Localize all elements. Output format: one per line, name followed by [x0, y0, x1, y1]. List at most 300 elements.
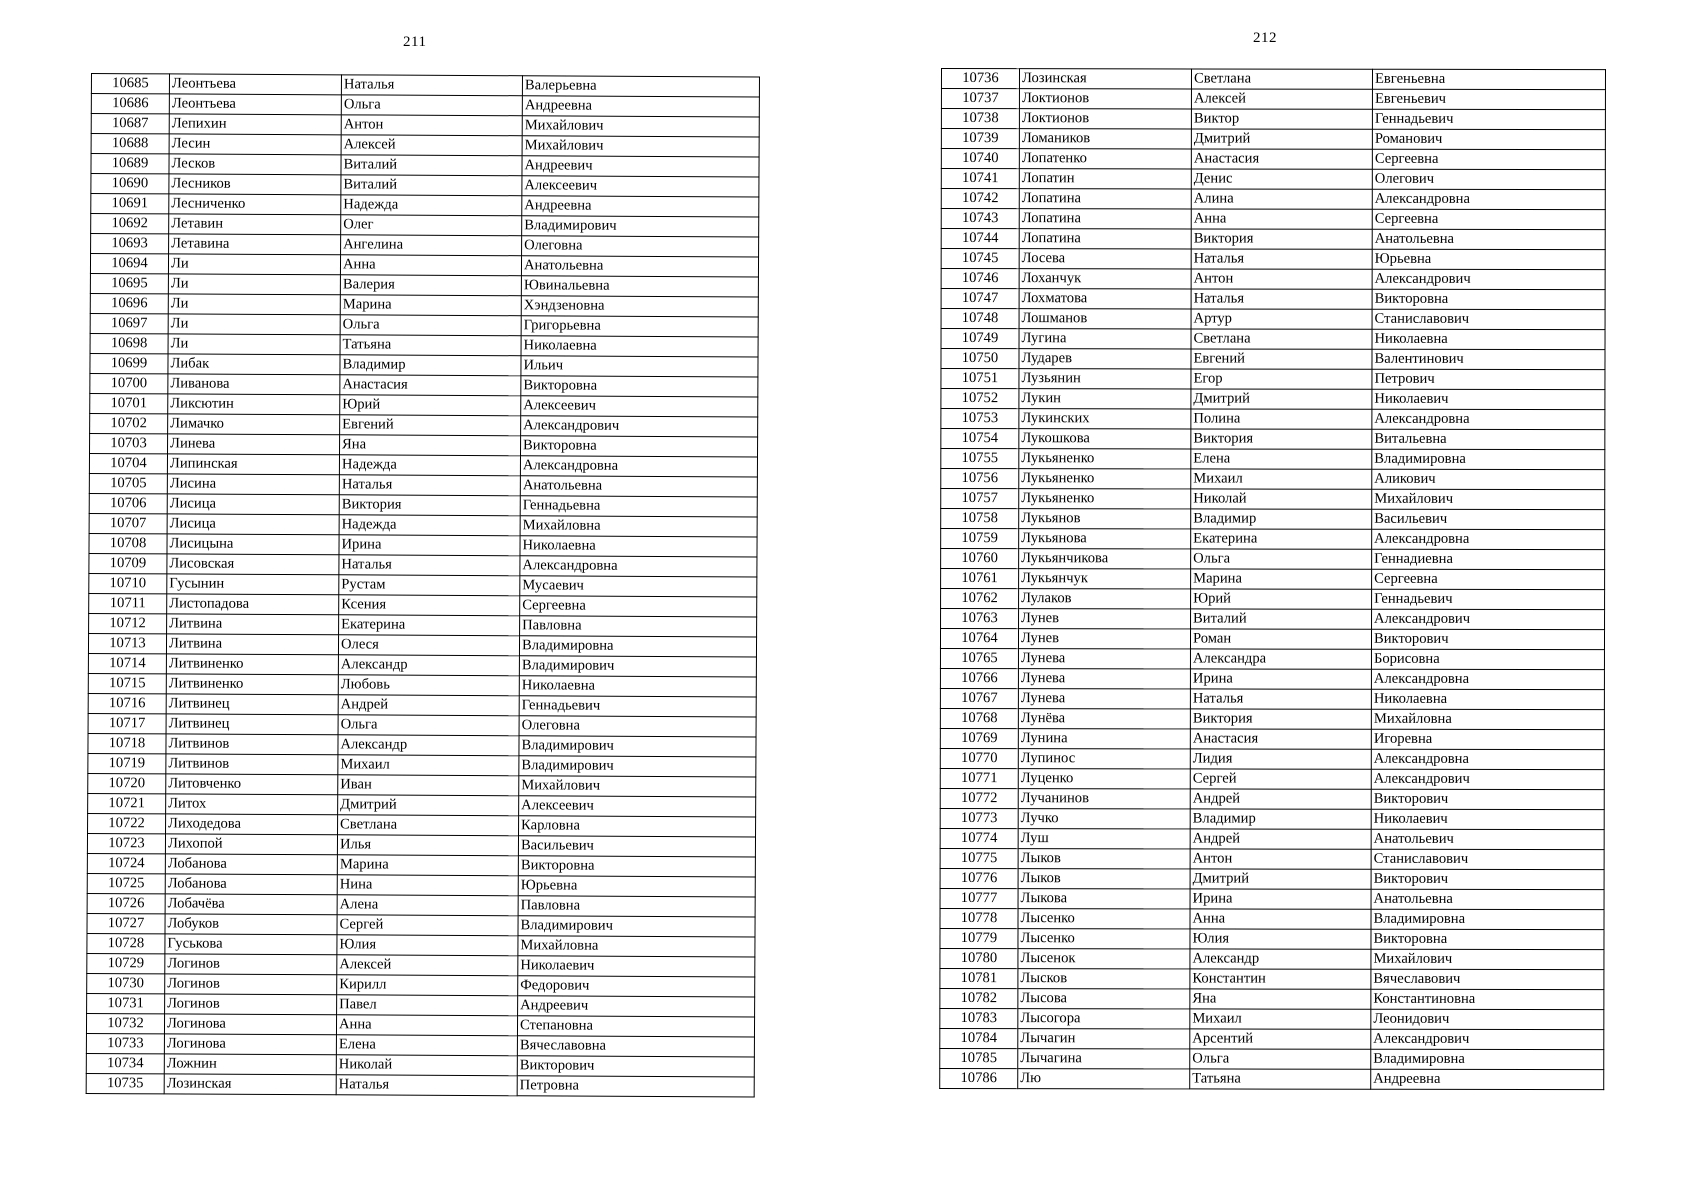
patronymic-cell: Владимировна — [519, 636, 756, 657]
record-number-cell: 10749 — [941, 329, 1019, 349]
table-row — [86, 1013, 754, 1036]
patronymic-cell: Андреевна — [1371, 1069, 1604, 1089]
table-row — [87, 913, 755, 936]
first-name-cell: Иван — [338, 775, 519, 796]
first-name-cell: Ангелина — [341, 235, 522, 256]
patronymic-cell: Андреевна — [522, 196, 759, 217]
first-name-cell: Юрий — [1191, 589, 1372, 609]
patronymic-cell: Владимировна — [1372, 449, 1605, 469]
patronymic-cell: Викторович — [517, 1056, 754, 1077]
table-row — [88, 633, 756, 656]
first-name-cell: Егор — [1191, 369, 1372, 389]
patronymic-cell: Николаевна — [520, 536, 757, 557]
patronymic-cell: Анатольевна — [1371, 889, 1604, 909]
table-row — [940, 908, 1604, 929]
first-name-cell: Антон — [1191, 269, 1372, 289]
patronymic-cell: Борисовна — [1371, 649, 1604, 669]
table-row — [941, 129, 1605, 150]
table-row — [88, 773, 756, 796]
record-number-cell: 10733 — [86, 1033, 164, 1053]
first-name-cell: Евгений — [1191, 349, 1372, 369]
last-name-cell: Лунёва — [1018, 709, 1190, 729]
record-number-cell: 10746 — [941, 269, 1019, 289]
last-name-cell: Логинов — [165, 974, 337, 995]
patronymic-cell: Юрьевна — [1372, 249, 1605, 269]
record-number-cell: 10703 — [90, 433, 168, 453]
table-row — [940, 1068, 1604, 1089]
patronymic-cell: Петрович — [1372, 369, 1605, 389]
first-name-cell: Анастасия — [340, 375, 521, 396]
record-number-cell: 10696 — [90, 293, 168, 313]
last-name-cell: Лузьянин — [1019, 369, 1191, 389]
record-number-cell: 10779 — [940, 928, 1018, 948]
record-number-cell: 10730 — [87, 973, 165, 993]
record-number-cell: 10774 — [940, 828, 1018, 848]
first-name-cell: Андрей — [1190, 789, 1371, 809]
record-number-cell: 10704 — [89, 453, 167, 473]
first-name-cell: Наталья — [1191, 289, 1372, 309]
table-row — [940, 1048, 1604, 1069]
table-row — [87, 833, 755, 856]
patronymic-cell: Григорьевна — [521, 316, 758, 337]
record-number-cell: 10743 — [941, 209, 1019, 229]
last-name-cell: Литвинов — [166, 734, 338, 755]
record-number-cell: 10763 — [941, 609, 1019, 629]
first-name-cell: Яна — [340, 435, 521, 456]
table-row — [940, 1008, 1604, 1029]
first-name-cell: Анастасия — [1191, 149, 1372, 169]
table-row — [90, 353, 758, 376]
patronymic-cell: Николаевич — [1371, 809, 1604, 829]
record-number-cell: 10761 — [941, 569, 1019, 589]
record-number-cell: 10734 — [86, 1053, 164, 1073]
last-name-cell: Ложнин — [164, 1054, 336, 1075]
last-name-cell: Литвинец — [166, 694, 338, 715]
first-name-cell: Ирина — [1190, 669, 1371, 689]
table-row — [87, 933, 755, 956]
record-number-cell: 10772 — [940, 788, 1018, 808]
first-name-cell: Нина — [337, 875, 518, 896]
first-name-cell: Екатерина — [1191, 529, 1372, 549]
first-name-cell: Светлана — [338, 815, 519, 836]
first-name-cell: Владимир — [340, 355, 521, 376]
first-name-cell: Михаил — [1190, 1009, 1371, 1029]
record-number-cell: 10782 — [940, 988, 1018, 1008]
table-row — [941, 169, 1605, 190]
table-row — [89, 493, 757, 516]
register-table-left — [86, 73, 760, 1097]
record-number-cell: 10724 — [87, 853, 165, 873]
first-name-cell: Виталий — [341, 175, 522, 196]
register-table-right — [939, 68, 1606, 1090]
first-name-cell: Антон — [1190, 849, 1371, 869]
first-name-cell: Виктор — [1191, 109, 1372, 129]
patronymic-cell: Александровна — [1372, 529, 1605, 549]
record-number-cell: 10715 — [88, 673, 166, 693]
last-name-cell: Лисица — [167, 494, 339, 515]
record-number-cell: 10750 — [941, 349, 1019, 369]
record-number-cell: 10759 — [941, 529, 1019, 549]
last-name-cell: Лучанинов — [1018, 789, 1190, 809]
patronymic-cell: Михайлович — [1371, 949, 1604, 969]
first-name-cell: Дмитрий — [1190, 869, 1371, 889]
patronymic-cell: Вячеславович — [1371, 969, 1604, 989]
record-number-cell: 10776 — [940, 868, 1018, 888]
record-number-cell: 10722 — [88, 813, 166, 833]
table-row — [91, 174, 759, 197]
patronymic-cell: Александровна — [520, 556, 757, 577]
record-number-cell: 10706 — [89, 493, 167, 513]
last-name-cell: Лукошкова — [1019, 429, 1191, 449]
last-name-cell: Лукьянов — [1019, 509, 1191, 529]
patronymic-cell: Олеговна — [519, 716, 756, 737]
last-name-cell: Лобанова — [165, 854, 337, 875]
table-row — [940, 948, 1604, 969]
first-name-cell: Виталий — [1191, 609, 1372, 629]
first-name-cell: Ольга — [340, 315, 521, 336]
record-number-cell: 10692 — [91, 214, 169, 234]
patronymic-cell: Валерьевна — [522, 76, 759, 97]
record-number-cell: 10758 — [941, 509, 1019, 529]
table-row — [87, 993, 755, 1016]
last-name-cell: Литовченко — [166, 774, 338, 795]
table-row — [940, 868, 1604, 889]
table-row — [941, 249, 1605, 270]
last-name-cell: Лысова — [1018, 989, 1190, 1009]
patronymic-cell: Александровна — [1371, 749, 1604, 769]
patronymic-cell: Викторович — [1371, 629, 1604, 649]
first-name-cell: Алексей — [337, 955, 518, 976]
last-name-cell: Логинов — [165, 994, 337, 1015]
first-name-cell: Виктория — [1191, 429, 1372, 449]
last-name-cell: Лисовская — [167, 554, 339, 575]
last-name-cell: Лысенок — [1018, 949, 1190, 969]
last-name-cell: Гуськова — [165, 934, 337, 955]
last-name-cell: Лукьянчук — [1019, 569, 1191, 589]
table-row — [88, 813, 756, 836]
record-number-cell: 10699 — [90, 353, 168, 373]
first-name-cell: Наталья — [1190, 689, 1371, 709]
table-row — [940, 649, 1604, 670]
first-name-cell: Денис — [1191, 169, 1372, 189]
page-number-left: 211 — [403, 34, 427, 50]
record-number-cell: 10708 — [89, 533, 167, 553]
table-row — [86, 1073, 754, 1096]
patronymic-cell: Сергеевна — [1372, 149, 1605, 169]
first-name-cell: Лидия — [1190, 749, 1371, 769]
patronymic-cell: Николаевна — [519, 676, 756, 697]
last-name-cell: Логинов — [165, 954, 337, 975]
patronymic-cell: Викторович — [1371, 869, 1604, 889]
patronymic-cell: Евгеньевич — [1372, 89, 1605, 109]
patronymic-cell: Михайлович — [519, 776, 756, 797]
table-row — [941, 289, 1605, 310]
last-name-cell: Лучко — [1018, 809, 1190, 829]
patronymic-cell: Викторовна — [518, 856, 755, 877]
patronymic-cell: Алексеевич — [521, 396, 758, 417]
table-row — [87, 893, 755, 916]
record-number-cell: 10713 — [88, 633, 166, 653]
record-number-cell: 10702 — [90, 413, 168, 433]
record-number-cell: 10732 — [86, 1013, 164, 1033]
patronymic-cell: Евгеньевна — [1372, 69, 1605, 89]
table-row — [941, 409, 1605, 430]
patronymic-cell: Михайловна — [1371, 709, 1604, 729]
table-row — [941, 149, 1605, 170]
record-number-cell: 10767 — [940, 688, 1018, 708]
patronymic-cell: Мусаевич — [520, 576, 757, 597]
patronymic-cell: Николаевна — [1371, 689, 1604, 709]
last-name-cell: Липинская — [167, 454, 339, 475]
patronymic-cell: Анатольевна — [521, 256, 758, 277]
first-name-cell: Андрей — [1190, 829, 1371, 849]
record-number-cell: 10718 — [88, 733, 166, 753]
last-name-cell: Гусынин — [167, 574, 339, 595]
last-name-cell: Лукьяненко — [1019, 449, 1191, 469]
first-name-cell: Александр — [1190, 949, 1371, 969]
last-name-cell: Ли — [168, 254, 340, 275]
patronymic-cell: Михайловна — [518, 936, 755, 957]
last-name-cell: Литвина — [166, 634, 338, 655]
patronymic-cell: Павловна — [520, 616, 757, 637]
patronymic-cell: Валентинович — [1372, 349, 1605, 369]
first-name-cell: Екатерина — [339, 615, 520, 636]
first-name-cell: Александр — [338, 735, 519, 756]
first-name-cell: Дмитрий — [338, 795, 519, 816]
table-row — [940, 629, 1604, 650]
patronymic-cell: Олегович — [1372, 169, 1605, 189]
last-name-cell: Лунева — [1018, 689, 1190, 709]
last-name-cell: Лычагина — [1018, 1049, 1190, 1069]
table-row — [89, 473, 757, 496]
last-name-cell: Летавин — [169, 214, 341, 235]
first-name-cell: Любовь — [338, 675, 519, 696]
last-name-cell: Лимачко — [168, 414, 340, 435]
first-name-cell: Елена — [336, 1035, 517, 1056]
first-name-cell: Яна — [1190, 989, 1371, 1009]
last-name-cell: Ли — [168, 294, 340, 315]
last-name-cell: Лысенко — [1018, 929, 1190, 949]
record-number-cell: 10737 — [941, 89, 1019, 109]
first-name-cell: Константин — [1190, 969, 1371, 989]
last-name-cell: Лозинская — [164, 1074, 336, 1095]
first-name-cell: Юрий — [340, 395, 521, 416]
last-name-cell: Лохматова — [1019, 289, 1191, 309]
last-name-cell: Леонтьева — [169, 74, 341, 95]
first-name-cell: Владимир — [1190, 809, 1371, 829]
first-name-cell: Рустам — [339, 575, 520, 596]
last-name-cell: Ломаников — [1019, 129, 1191, 149]
table-row — [88, 673, 756, 696]
table-row — [88, 653, 756, 676]
record-number-cell: 10781 — [940, 968, 1018, 988]
last-name-cell: Лопатин — [1019, 169, 1191, 189]
first-name-cell: Анна — [340, 255, 521, 276]
patronymic-cell: Александрович — [1372, 269, 1605, 289]
table-row — [941, 329, 1605, 350]
patronymic-cell: Александрович — [1371, 1029, 1604, 1049]
first-name-cell: Александра — [1190, 649, 1371, 669]
table-row — [940, 848, 1604, 869]
last-name-cell: Лугина — [1019, 329, 1191, 349]
last-name-cell: Лесниченко — [169, 194, 341, 215]
record-number-cell: 10710 — [89, 573, 167, 593]
last-name-cell: Лоханчук — [1019, 269, 1191, 289]
first-name-cell: Светлана — [1191, 329, 1372, 349]
last-name-cell: Лопатина — [1019, 189, 1191, 209]
first-name-cell: Ирина — [1190, 889, 1371, 909]
last-name-cell: Ли — [168, 314, 340, 335]
record-number-cell: 10723 — [87, 833, 165, 853]
record-number-cell: 10744 — [941, 229, 1019, 249]
first-name-cell: Валерия — [340, 275, 521, 296]
table-row — [89, 453, 757, 476]
last-name-cell: Ликсютин — [168, 394, 340, 415]
patronymic-cell: Владимирович — [518, 916, 755, 937]
table-row — [941, 89, 1605, 110]
record-number-cell: 10687 — [91, 114, 169, 134]
first-name-cell: Елена — [1191, 449, 1372, 469]
record-number-cell: 10751 — [941, 369, 1019, 389]
table-row — [91, 194, 759, 217]
record-number-cell: 10727 — [87, 913, 165, 933]
record-number-cell: 10775 — [940, 848, 1018, 868]
record-number-cell: 10742 — [941, 189, 1019, 209]
last-name-cell: Лыкова — [1018, 889, 1190, 909]
record-number-cell: 10717 — [88, 713, 166, 733]
patronymic-cell: Николаевич — [1372, 389, 1605, 409]
last-name-cell: Литвина — [167, 614, 339, 635]
table-row — [88, 733, 756, 756]
table-row — [941, 389, 1605, 410]
table-row — [940, 768, 1604, 789]
record-number-cell: 10736 — [941, 69, 1019, 89]
patronymic-cell: Владимирович — [519, 656, 756, 677]
table-row — [941, 269, 1605, 290]
last-name-cell: Лосева — [1019, 249, 1191, 269]
record-number-cell: 10770 — [940, 748, 1018, 768]
table-row — [89, 593, 757, 616]
record-number-cell: 10768 — [940, 708, 1018, 728]
first-name-cell: Анна — [1191, 209, 1372, 229]
table-row — [89, 553, 757, 576]
record-number-cell: 10771 — [940, 768, 1018, 788]
patronymic-cell: Романович — [1372, 129, 1605, 149]
patronymic-cell: Юрьевна — [518, 876, 755, 897]
record-number-cell: 10738 — [941, 109, 1019, 129]
table-row — [88, 713, 756, 736]
first-name-cell: Виталий — [341, 155, 522, 176]
table-row — [941, 589, 1605, 610]
first-name-cell: Надежда — [339, 515, 520, 536]
first-name-cell: Ольга — [341, 95, 522, 116]
record-number-cell: 10694 — [90, 254, 168, 274]
record-number-cell: 10741 — [941, 169, 1019, 189]
patronymic-cell: Викторовна — [1371, 929, 1604, 949]
last-name-cell: Лысков — [1018, 969, 1190, 989]
record-number-cell: 10709 — [89, 553, 167, 573]
last-name-cell: Ли — [168, 274, 340, 295]
first-name-cell: Ольга — [338, 715, 519, 736]
record-number-cell: 10716 — [88, 693, 166, 713]
patronymic-cell: Анатольевна — [1372, 229, 1605, 249]
last-name-cell: Логинова — [164, 1034, 336, 1055]
patronymic-cell: Васильевич — [1372, 509, 1605, 529]
first-name-cell: Артур — [1191, 309, 1372, 329]
last-name-cell: Литвинов — [166, 754, 338, 775]
last-name-cell: Лысогора — [1018, 1009, 1190, 1029]
last-name-cell: Литвиненко — [166, 674, 338, 695]
patronymic-cell: Николаевич — [518, 956, 755, 977]
first-name-cell: Евгений — [340, 415, 521, 436]
last-name-cell: Лукьянчикова — [1019, 549, 1191, 569]
table-row — [940, 828, 1604, 849]
first-name-cell: Ирина — [339, 535, 520, 556]
patronymic-cell: Алексеевич — [522, 176, 759, 197]
last-name-cell: Логинова — [164, 1014, 336, 1035]
table-row — [89, 513, 757, 536]
last-name-cell: Ли — [168, 334, 340, 355]
patronymic-cell: Владимировна — [1371, 909, 1604, 929]
record-number-cell: 10729 — [87, 953, 165, 973]
record-number-cell: 10725 — [87, 873, 165, 893]
last-name-cell: Лобанова — [165, 874, 337, 895]
patronymic-cell: Олеговна — [522, 236, 759, 257]
record-number-cell: 10784 — [940, 1028, 1018, 1048]
patronymic-cell: Викторович — [1371, 789, 1604, 809]
table-row — [940, 688, 1604, 709]
last-name-cell: Лихопой — [165, 834, 337, 855]
last-name-cell: Лунева — [1018, 669, 1190, 689]
last-name-cell: Леонтьева — [169, 94, 341, 115]
table-row — [941, 469, 1605, 490]
record-number-cell: 10786 — [940, 1068, 1018, 1088]
table-row — [90, 433, 758, 456]
table-row — [941, 489, 1605, 510]
last-name-cell: Лопатенко — [1019, 149, 1191, 169]
record-number-cell: 10714 — [88, 653, 166, 673]
table-row — [90, 413, 758, 436]
first-name-cell: Дмитрий — [1191, 389, 1372, 409]
last-name-cell: Лобачёва — [165, 894, 337, 915]
table-row — [941, 569, 1605, 590]
last-name-cell: Лунина — [1018, 729, 1190, 749]
table-row — [941, 109, 1605, 130]
last-name-cell: Лепихин — [169, 114, 341, 135]
last-name-cell: Лунева — [1018, 649, 1190, 669]
table-row — [91, 94, 759, 117]
table-row — [940, 728, 1604, 749]
record-number-cell: 10688 — [91, 134, 169, 154]
last-name-cell: Лукин — [1019, 389, 1191, 409]
patronymic-cell: Александровна — [520, 456, 757, 477]
table-row — [88, 753, 756, 776]
table-row — [86, 1053, 754, 1076]
patronymic-cell: Николаевна — [521, 336, 758, 357]
first-name-cell: Татьяна — [340, 335, 521, 356]
patronymic-cell: Александровна — [1372, 409, 1605, 429]
record-number-cell: 10748 — [941, 309, 1019, 329]
patronymic-cell: Андреевна — [522, 96, 759, 117]
table-row — [941, 549, 1605, 570]
patronymic-cell: Петровна — [517, 1076, 754, 1097]
first-name-cell: Анна — [1190, 909, 1371, 929]
last-name-cell: Линева — [168, 434, 340, 455]
first-name-cell: Юлия — [337, 935, 518, 956]
patronymic-cell: Андреевич — [518, 996, 755, 1017]
table-row — [89, 573, 757, 596]
patronymic-cell: Алексеевич — [519, 796, 756, 817]
